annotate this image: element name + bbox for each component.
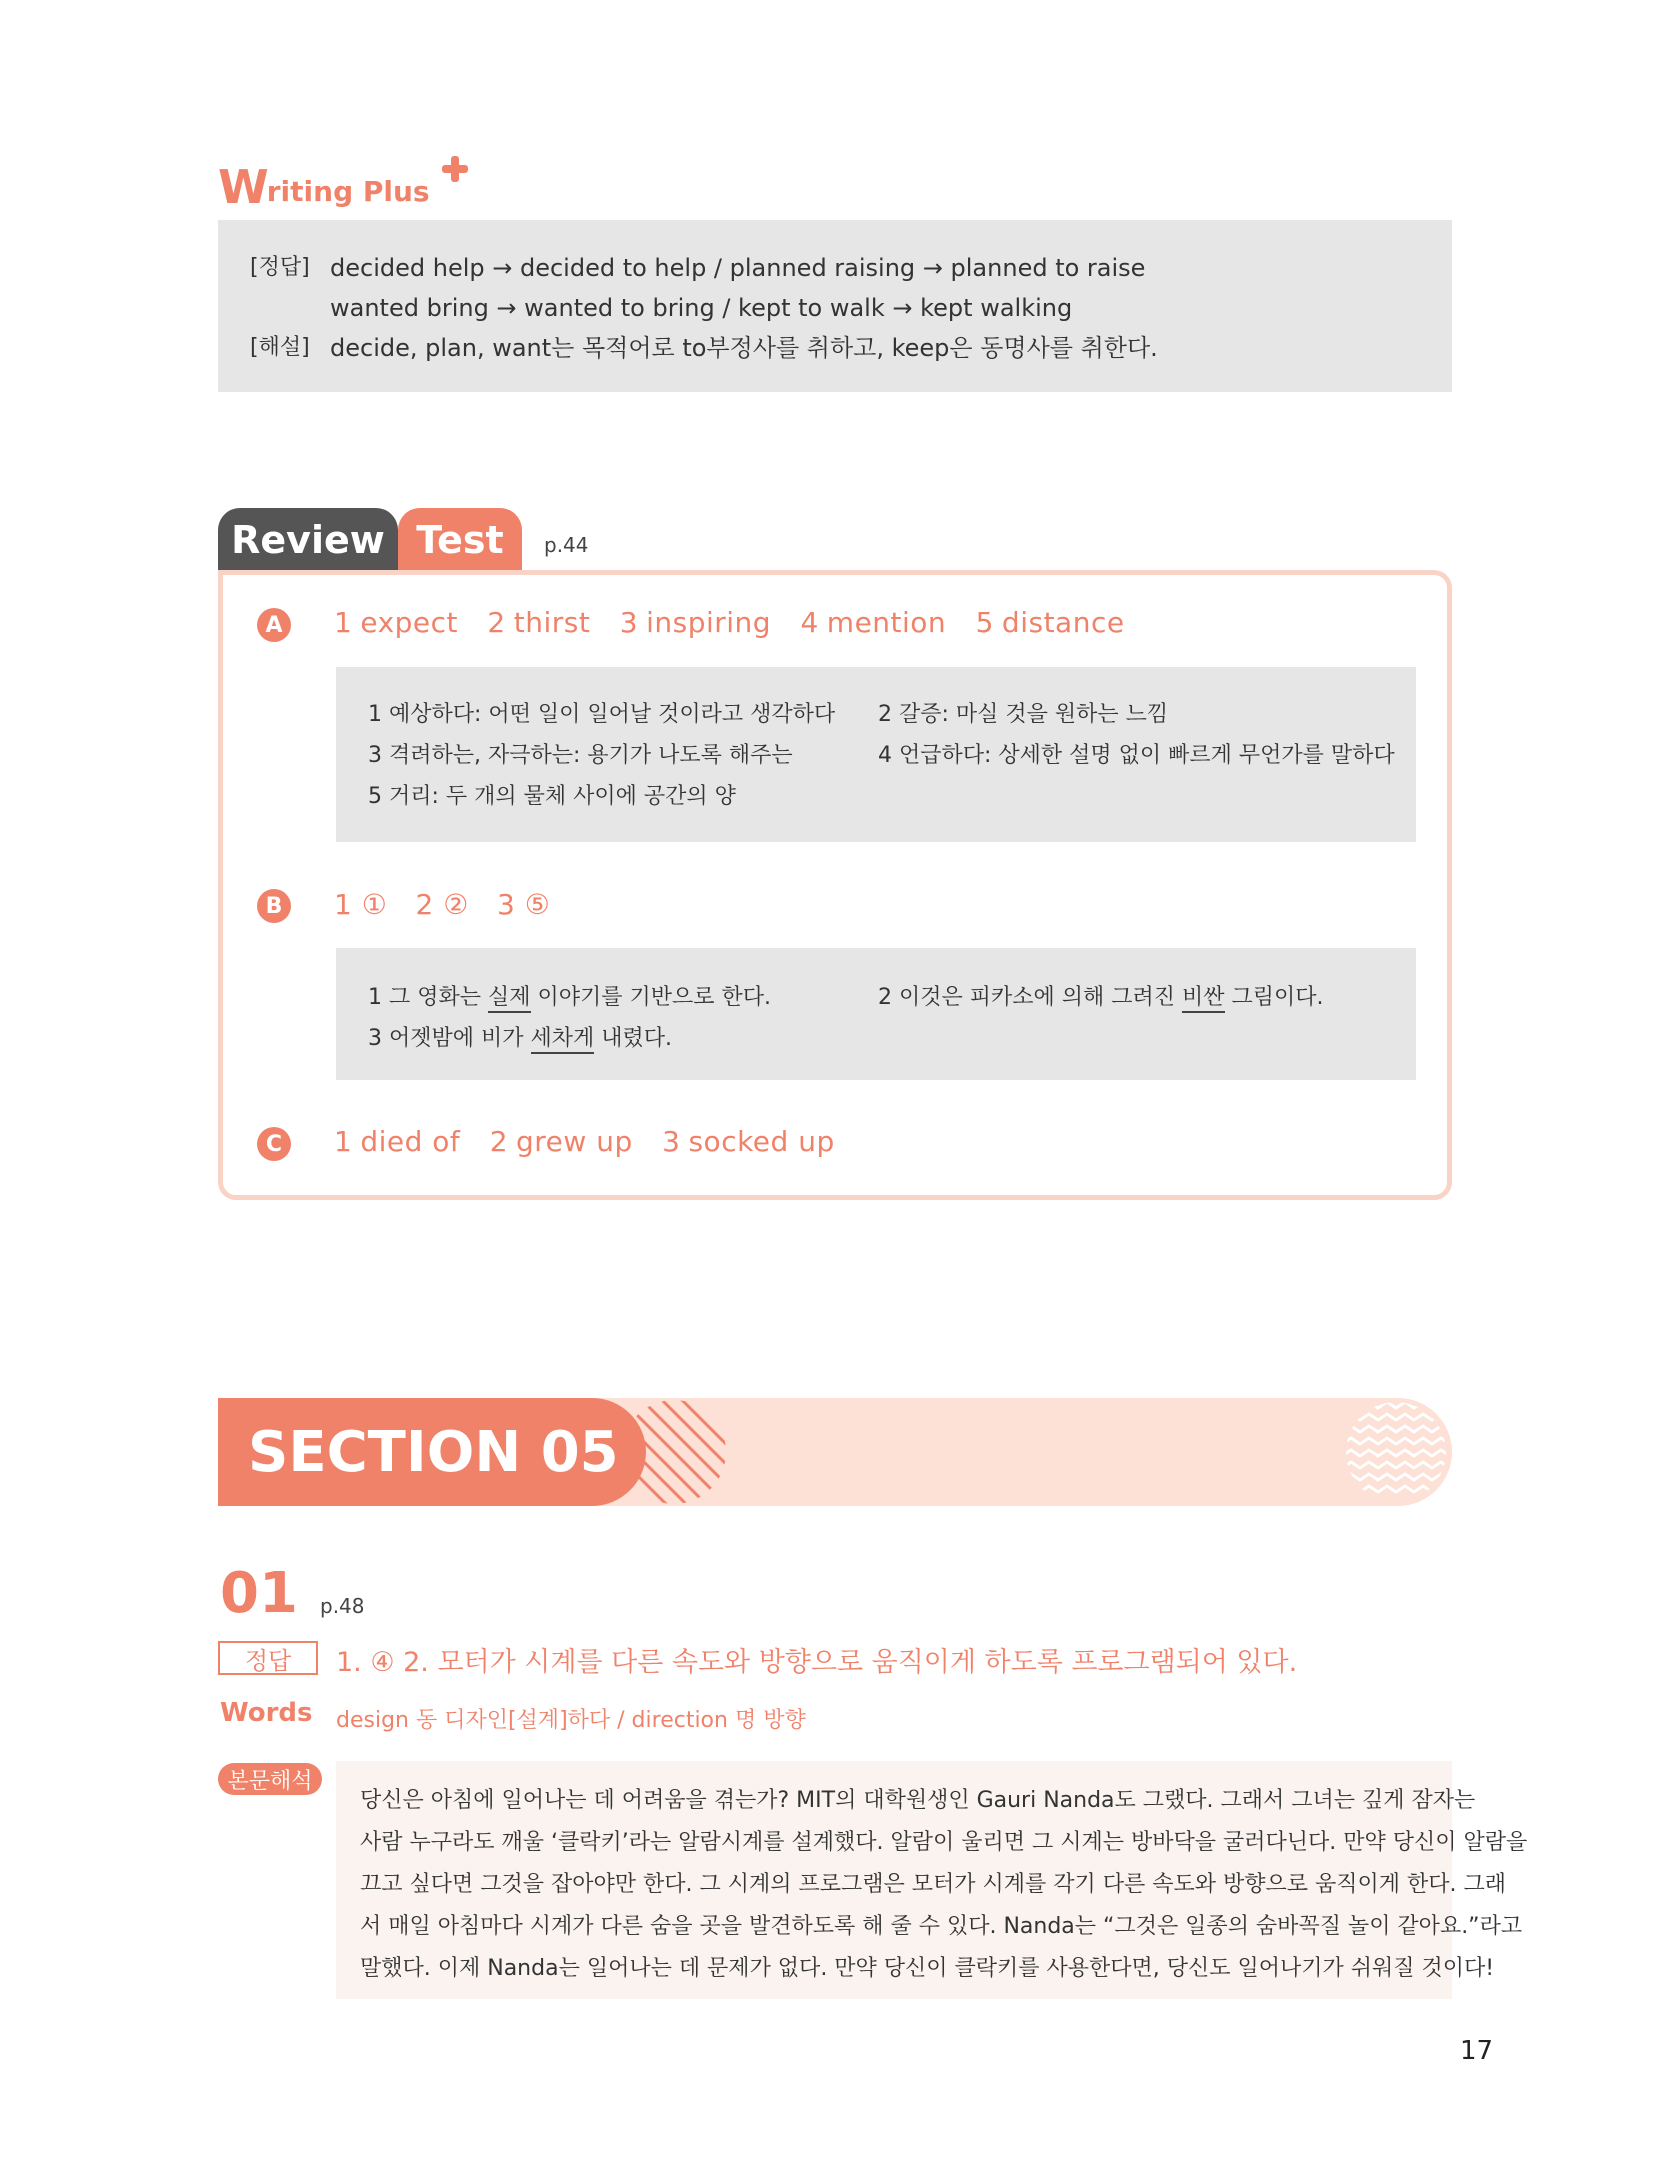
answer-item: 2 grew up	[489, 1125, 633, 1158]
section-b-answers: 1 ① 2 ② 3 ⑤	[334, 888, 551, 921]
answer-label: [정답]	[250, 255, 310, 280]
answer-text: decided help → decided to help / planned raising → planned to raise	[330, 254, 1146, 282]
review-page-ref: p.44	[544, 533, 589, 557]
answer-item: 1 expect	[334, 606, 459, 639]
section-c-answers	[334, 1125, 855, 1158]
test-tab: Test	[398, 508, 522, 572]
answer-text: 1. ④ 2. 모터가 시계를 다른 속도와 방향으로 움직이게 하도록 프로그램되어 있다.	[336, 1647, 1298, 1678]
translation-line: 말했다. 이제 Nanda는 일어나는 데 문제가 없다. 만약 당신이 클락키를 사용한다면, 당신도 일어나기가 쉬워질 것이다!	[360, 1956, 1495, 1981]
sentence-item: 1 그 영화는 실제 이야기를 기반으로 한다.	[368, 980, 771, 1011]
definition-item: 1 예상하다: 어떤 일이 일어날 것이라고 생각하다	[368, 702, 836, 727]
definition-item: 4 언급하다: 상세한 설명 없이 빠르게 무언가를 말하다	[878, 743, 1395, 768]
definition-item: 5 거리: 두 개의 물체 사이에 공간의 양	[368, 784, 736, 809]
answer-tag: 정답	[218, 1641, 318, 1675]
review-tab: Review	[218, 508, 398, 572]
answer-item: 4 mention	[800, 606, 947, 639]
section-a-badge: A	[257, 608, 291, 642]
section-b-sentences	[336, 948, 1416, 1080]
question-number: 01	[220, 1561, 298, 1626]
writing-plus-answer-box	[218, 220, 1452, 392]
answer-item: 3 socked up	[662, 1125, 835, 1158]
translation-line: 끄고 싶다면 그것을 잡아야만 한다. 그 시계의 프로그램은 모터가 시계를 각기 다른 속도와 방향으로 움직이게 한다. 그래	[360, 1872, 1506, 1897]
writing-plus-row	[250, 248, 1420, 288]
answer-item: 1 died of	[334, 1125, 461, 1158]
plus-icon	[440, 154, 470, 184]
sentence-item: 3 어젯밤에 비가 세차게 내렸다.	[368, 1021, 672, 1052]
explanation-label: [해설]	[250, 335, 310, 360]
explanation-text: decide, plan, want는 목적어로 to부정사를 취하고, keep은 동명사를 취한다.	[330, 334, 1158, 362]
definition-item: 2 갈증: 마실 것을 원하는 느낌	[878, 702, 1169, 727]
writing-plus-row	[250, 288, 1420, 328]
section-a-definitions	[336, 667, 1416, 842]
writing-plus-logo-text: riting Plus	[266, 175, 430, 208]
translation-line: 서 매일 아침마다 시계가 다른 숨을 곳을 발견하도록 해 줄 수 있다. Nanda는 “그것은 일종의 숨바꼭질 놀이 같아요.”라고	[360, 1914, 1523, 1939]
section-c-badge: C	[257, 1127, 291, 1161]
section-a-answers	[334, 606, 1145, 639]
translation-tag: 본문해석	[218, 1763, 322, 1795]
answer-label	[250, 288, 330, 328]
answer-item: 5 distance	[975, 606, 1125, 639]
page-number: 17	[1460, 2036, 1494, 2066]
translation-line: 사람 누구라도 깨울 ‘클락키’라는 알람시계를 설계했다. 알람이 울리면 그 시계는 방바닥을 굴러다닌다. 만약 당신이 알람을	[360, 1830, 1528, 1855]
writing-plus-row	[250, 328, 1420, 368]
sentence-item: 2 이것은 피카소에 의해 그려진 비싼 그림이다.	[878, 980, 1324, 1011]
words-text: design 동 디자인[설계]하다 / direction 명 방향	[336, 1708, 806, 1733]
zigzag-decoration	[1342, 1400, 1450, 1504]
definition-item: 3 격려하는, 자극하는: 용기가 나도록 해주는	[368, 743, 793, 768]
section-b-badge: B	[257, 889, 291, 923]
translation-line: 당신은 아침에 일어나는 데 어려움을 겪는가? MIT의 대학원생인 Gauri Nanda도 그랬다. 그래서 그녀는 깊게 잠자는	[360, 1788, 1476, 1813]
words-tag: Words	[220, 1698, 313, 1728]
answer-item: 3 inspiring	[619, 606, 772, 639]
section-title: SECTION 05	[218, 1398, 646, 1506]
writing-plus-logo-w: W	[218, 160, 267, 214]
writing-plus-logo	[218, 150, 430, 214]
question-page-ref: p.48	[320, 1594, 365, 1618]
answer-item: 2 thirst	[487, 606, 591, 639]
translation-text	[360, 1780, 1528, 1990]
review-test-frame	[218, 570, 1452, 1200]
answer-text: wanted bring → wanted to bring / kept to walk → kept walking	[330, 294, 1073, 322]
